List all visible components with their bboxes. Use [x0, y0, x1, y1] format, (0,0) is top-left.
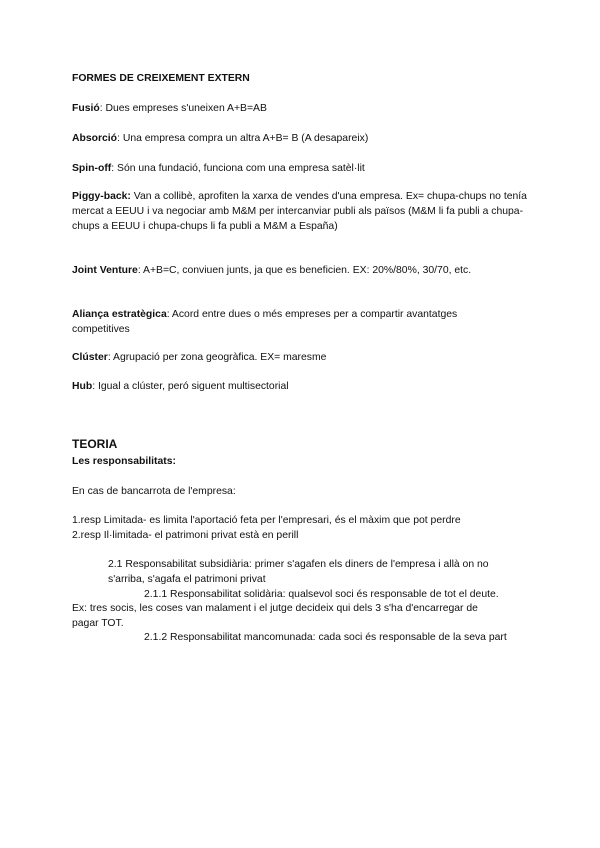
definition-text: : Són una fundació, funciona com una empresa satèl·lit [111, 163, 365, 174]
definition-text: : Acord entre dues o més empreses per a compartir avantatges competitives [72, 309, 458, 335]
term: Fusió [72, 103, 100, 114]
term: Hub [72, 381, 93, 392]
definition-spin-off [72, 161, 532, 176]
definition-cluster [72, 350, 532, 365]
definition-text: : Igual a clúster, peró siguent multisectorial [92, 381, 289, 392]
theory-heading: TEORIA [72, 437, 118, 451]
definition-text: : A+B=C, conviuen junts, ja que es beneficien. EX: 20%/80%, 30/70, etc. [137, 265, 472, 276]
responsibility-item-2-1: 2.1 Responsabilitat subsidiària: primer s'agafen els diners de l'empresa i allà on no s'arriba, s'agafa el patrimoni privat [108, 559, 489, 585]
theory-subheading: Les responsabilitats: [72, 456, 176, 467]
definition-text: : Una empresa compra un altra A+B= B (A desapareix) [117, 133, 369, 144]
term: Absorció [72, 133, 118, 144]
responsibility-item-2-1-1: 2.1.1 Responsabilitat solidària: qualsevol soci és responsable de tot el deute. [144, 589, 499, 600]
responsibility-item-2-1-2: 2.1.2 Responsabilitat mancomunada: cada soci és responsable de la seva part [144, 632, 507, 643]
responsibility-item-2-1-1-example: Ex: tres socis, les coses van malament i el jutge decideix qui dels 3 s'ha d'encarregar de pagar TOT. [72, 603, 478, 629]
term: Clúster [72, 352, 108, 363]
definition-text: : Agrupació per zona geogràfica. EX= maresme [107, 352, 327, 363]
term: Aliança estratègica [72, 309, 167, 320]
term: Piggy-back: [72, 191, 131, 202]
definition-hub [72, 379, 532, 394]
responsibility-item-2: 2.resp Il·limitada- el patrimoni privat està en perill [72, 530, 299, 541]
responsibility-item-1: 1.resp Limitada- es limita l'aportació feta per l'empresari, és el màxim que pot perdre [72, 515, 461, 526]
term: Spin-off [72, 163, 112, 174]
definition-text: Van a collibè, aprofiten la xarxa de vendes d'una empresa. Ex= chupa-chups no tenía mercat a EEUU i va negociar amb M&M per intercanviar publi als països (M&M li fa publi a chupa-chups a EEUU i chupa-chups li fa publi a M&M a España) [72, 191, 527, 232]
theory-intro: En cas de bancarrota de l'empresa: [72, 486, 236, 497]
section-title: FORMES DE CREIXEMENT EXTERN [72, 73, 250, 84]
definition-joint-venture [72, 263, 492, 278]
term: Joint Venture [72, 265, 138, 276]
definition-text: : Dues empreses s'uneixen A+B=AB [99, 103, 267, 114]
definition-absorcio [72, 131, 532, 146]
definition-fusio [72, 101, 532, 116]
definition-piggy-back [72, 189, 532, 234]
definition-alianca [72, 307, 512, 337]
